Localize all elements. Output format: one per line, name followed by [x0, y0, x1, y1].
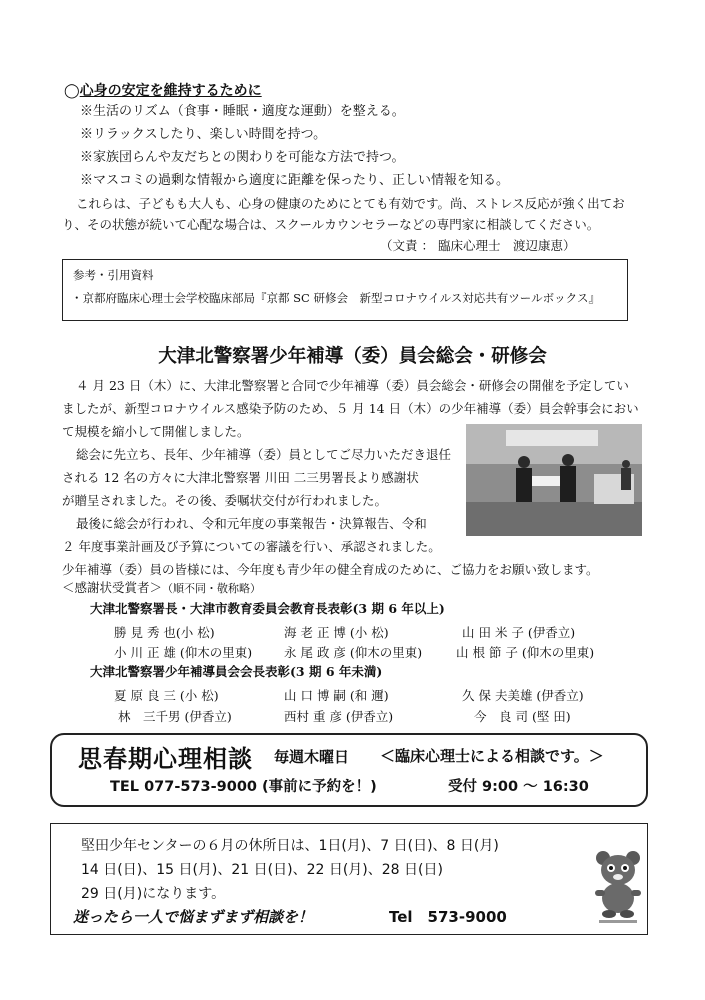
award-name: 海 老 正 博 (小 松): [284, 625, 389, 640]
para3-line-1: 最後に総会が行われ、令和元年度の事業報告・決算報告、令和: [76, 516, 427, 531]
center-slogan: 迷ったら一人で悩まずまず相談を！: [73, 908, 314, 926]
section2-title: 大津北警察署少年補導（委）員会総会・研修会: [158, 346, 547, 367]
group1-heading: 大津北警察署長・大津市教育委員会教育長表彰(3 期 6 年以上): [90, 601, 445, 616]
award-name: 夏 原 良 三 (小 松): [114, 688, 219, 703]
bullet-media: ※マスコミの過剰な情報から適度に距離を保ったり、正しい情報を知る。: [80, 173, 510, 188]
para1-line-3: て規模を縮小して開催しました。: [62, 424, 250, 439]
award-name: 山 口 博 嗣 (和 邇): [284, 688, 389, 703]
section1-heading-text: 心身の安定を維持するために: [79, 83, 262, 99]
ceremony-photo-graphic: [466, 424, 642, 536]
ceremony-photo: [466, 424, 642, 536]
consult-note: ＜臨床心理士による相談です。＞: [380, 747, 604, 765]
center-line-3: 29 日(月)になります。: [81, 886, 226, 902]
para3-line-3: 少年補導（委）員の皆様には、今年度も青少年の健全育成のために、ご協力をお願い致します。: [62, 562, 599, 577]
circle-mark-icon: ◯: [64, 83, 80, 99]
award-name: 勝 見 秀 也(小 松): [114, 625, 215, 640]
center-box: [50, 823, 648, 935]
award-name: 永 尾 政 彦 (仰木の里東): [284, 645, 423, 660]
awards-note: （順不同・敬称略）: [162, 582, 262, 595]
para3-line-2: ２ 年度事業計画及び予算についての審議を行い、承認されました。: [62, 539, 441, 554]
reference-box: [62, 259, 628, 321]
para2-line-1: 総会に先立ち、長年、少年補導（委）員としてご尽力いただき退任: [76, 447, 452, 462]
reference-item: ・京都府臨床心理士会学校臨床部局『京都 SC 研修会 新型コロナウイルス対応共有ツールボックス』: [71, 291, 600, 305]
award-name: 西村 重 彦 (伊香立): [284, 709, 394, 724]
bullet-relax: ※リラックスしたり、楽しい時間を持つ。: [80, 127, 327, 142]
author-credit: （文責 ： 臨床心理士 渡辺康恵）: [380, 238, 576, 253]
center-tel: Tel 573-9000: [389, 908, 507, 926]
para1-line-2: ましたが、新型コロナウイルス感染予防のため、５ 月 14 日（木）の少年補導（委）員会幹事会におい: [62, 401, 639, 416]
award-name: 小 川 正 雄 (仰木の里東): [114, 645, 253, 660]
consult-title: 思春期心理相談: [78, 745, 253, 773]
bear-mascot-icon: [591, 848, 645, 926]
para2-line-2: される 12 名の方々に大津北警察署 川田 二三男署長より感謝状: [62, 470, 419, 485]
section1-heading: [64, 80, 262, 100]
bullet-rhythm: ※生活のリズム（食事・睡眠・適度な運動）を整える。: [80, 104, 405, 119]
awards-heading: ＜感謝状受賞者＞: [62, 580, 163, 595]
consult-tel: TEL 077-573-9000 (事前に予約を！): [110, 779, 377, 795]
center-line-2: 14 日(日)、15 日(月)、21 日(日)、22 日(月)、28 日(日): [81, 862, 443, 878]
closing-line-2: り、その状態が続いて心配な場合は、スクールカウンセラーなどの専門家に相談してください。: [62, 217, 600, 232]
bullet-family: ※家族団らんや友だちとの関わりを可能な方法で持つ。: [80, 150, 405, 165]
consult-hours: 受付 9:00 ～ 16:30: [448, 779, 589, 795]
award-name: 今 良 司 (堅 田): [474, 709, 571, 724]
center-line-1: 堅田少年センターの６月の休所日は、1日(月)、7 日(日)、8 日(月): [81, 838, 499, 854]
para1-line-1: ４ 月 23 日（木）に、大津北警察署と合同で少年補導（委）員会総会・研修会の開催を予定してい: [76, 378, 629, 393]
group2-heading: 大津北警察署少年補導員会会長表彰(3 期 6 年未満): [90, 664, 383, 679]
consult-box: [50, 733, 648, 807]
award-name: 山 田 米 子 (伊香立): [462, 625, 576, 640]
award-name: 山 根 節 子 (仰木の里東): [456, 645, 595, 660]
para2-line-3: が贈呈されました。その後、委嘱状交付が行われました。: [62, 493, 388, 508]
consult-day: 毎週木曜日: [274, 748, 350, 766]
award-name: 林 三千男 (伊香立): [118, 709, 232, 724]
awards-heading-row: [62, 580, 261, 597]
closing-line-1: これらは、子どもも大人も、心身の健康のためにとても有効です。尚、ストレス反応が強く出てお: [76, 196, 625, 211]
award-name: 久 保 夫美雄 (伊香立): [462, 688, 584, 703]
reference-title: 参考・引用資料: [73, 268, 154, 282]
